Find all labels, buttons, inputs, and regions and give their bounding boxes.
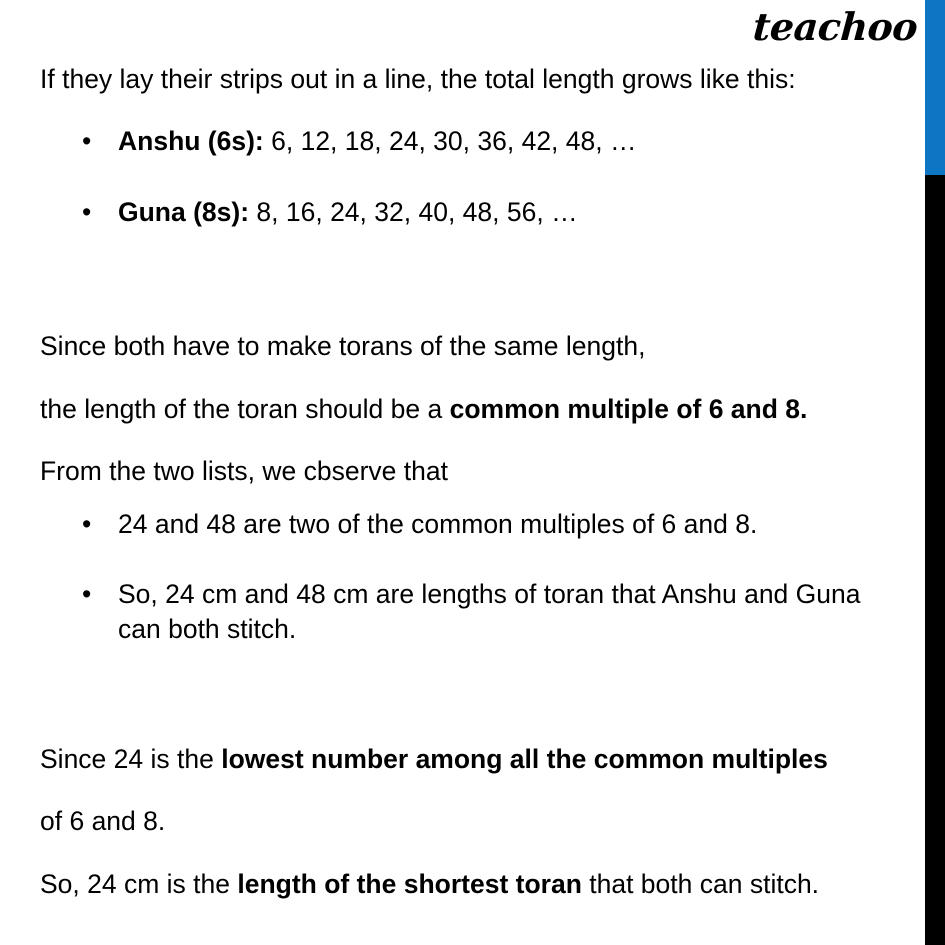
- conclusion-line-3: [40, 867, 900, 901]
- reasoning-line-3: From the two lists, we cbserve that: [40, 456, 448, 487]
- list-item: [40, 124, 900, 158]
- conclusion-line-2: of 6 and 8.: [40, 806, 166, 837]
- bullet-icon: •: [82, 508, 92, 539]
- conclusion-line-3-plain-a: So, 24 cm is the: [40, 868, 238, 899]
- sequence-anshu: [118, 126, 636, 156]
- sequence-guna: [118, 197, 578, 227]
- sequences-list: [40, 124, 900, 229]
- observation-1: 24 and 48 are two of the common multiples of 6 and 8.: [118, 508, 758, 539]
- conclusion-line-1-bold: lowest number among all the common multiples: [221, 743, 828, 774]
- sequence-guna-values: 8, 16, 24, 32, 40, 48, 56, …: [249, 196, 578, 227]
- bullet-icon: •: [82, 196, 92, 227]
- intro-line: If they lay their strips out in a line, the total length grows like this:: [40, 64, 796, 94]
- right-edge-decoration: [925, 0, 945, 945]
- reasoning-line-2: [40, 392, 900, 426]
- conclusion-line-3-plain-b: that both can stitch.: [581, 868, 820, 899]
- reasoning-line-2-plain: the length of the toran should be a: [40, 393, 450, 424]
- list-item: [40, 195, 900, 229]
- conclusion-line-1: [40, 742, 900, 776]
- bullet-icon: •: [82, 126, 92, 157]
- observations-list: [40, 507, 900, 646]
- bullet-icon: •: [82, 579, 92, 610]
- observation-2: So, 24 cm and 48 cm are lengths of toran that Anshu and Guna can both stitch.: [118, 579, 861, 644]
- list-item: [40, 577, 900, 646]
- edge-strip-blue: [925, 0, 945, 175]
- teachoo-logo: teachoo: [751, 4, 919, 49]
- slide-content: [40, 62, 900, 901]
- conclusion-line-3-bold: length of the shortest toran: [237, 868, 582, 899]
- sequence-anshu-label: Anshu (6s):: [118, 126, 264, 157]
- reasoning-line-2-bold: common multiple of 6 and 8.: [449, 393, 808, 424]
- list-item: [40, 507, 900, 541]
- sequence-guna-label: Guna (8s):: [118, 196, 250, 227]
- sequence-anshu-values: 6, 12, 18, 24, 30, 36, 42, 48, …: [263, 126, 637, 157]
- reasoning-line-1: Since both have to make torans of the same length,: [40, 331, 646, 362]
- conclusion-line-1-plain: Since 24 is the: [40, 743, 222, 774]
- edge-strip-black: [925, 175, 945, 945]
